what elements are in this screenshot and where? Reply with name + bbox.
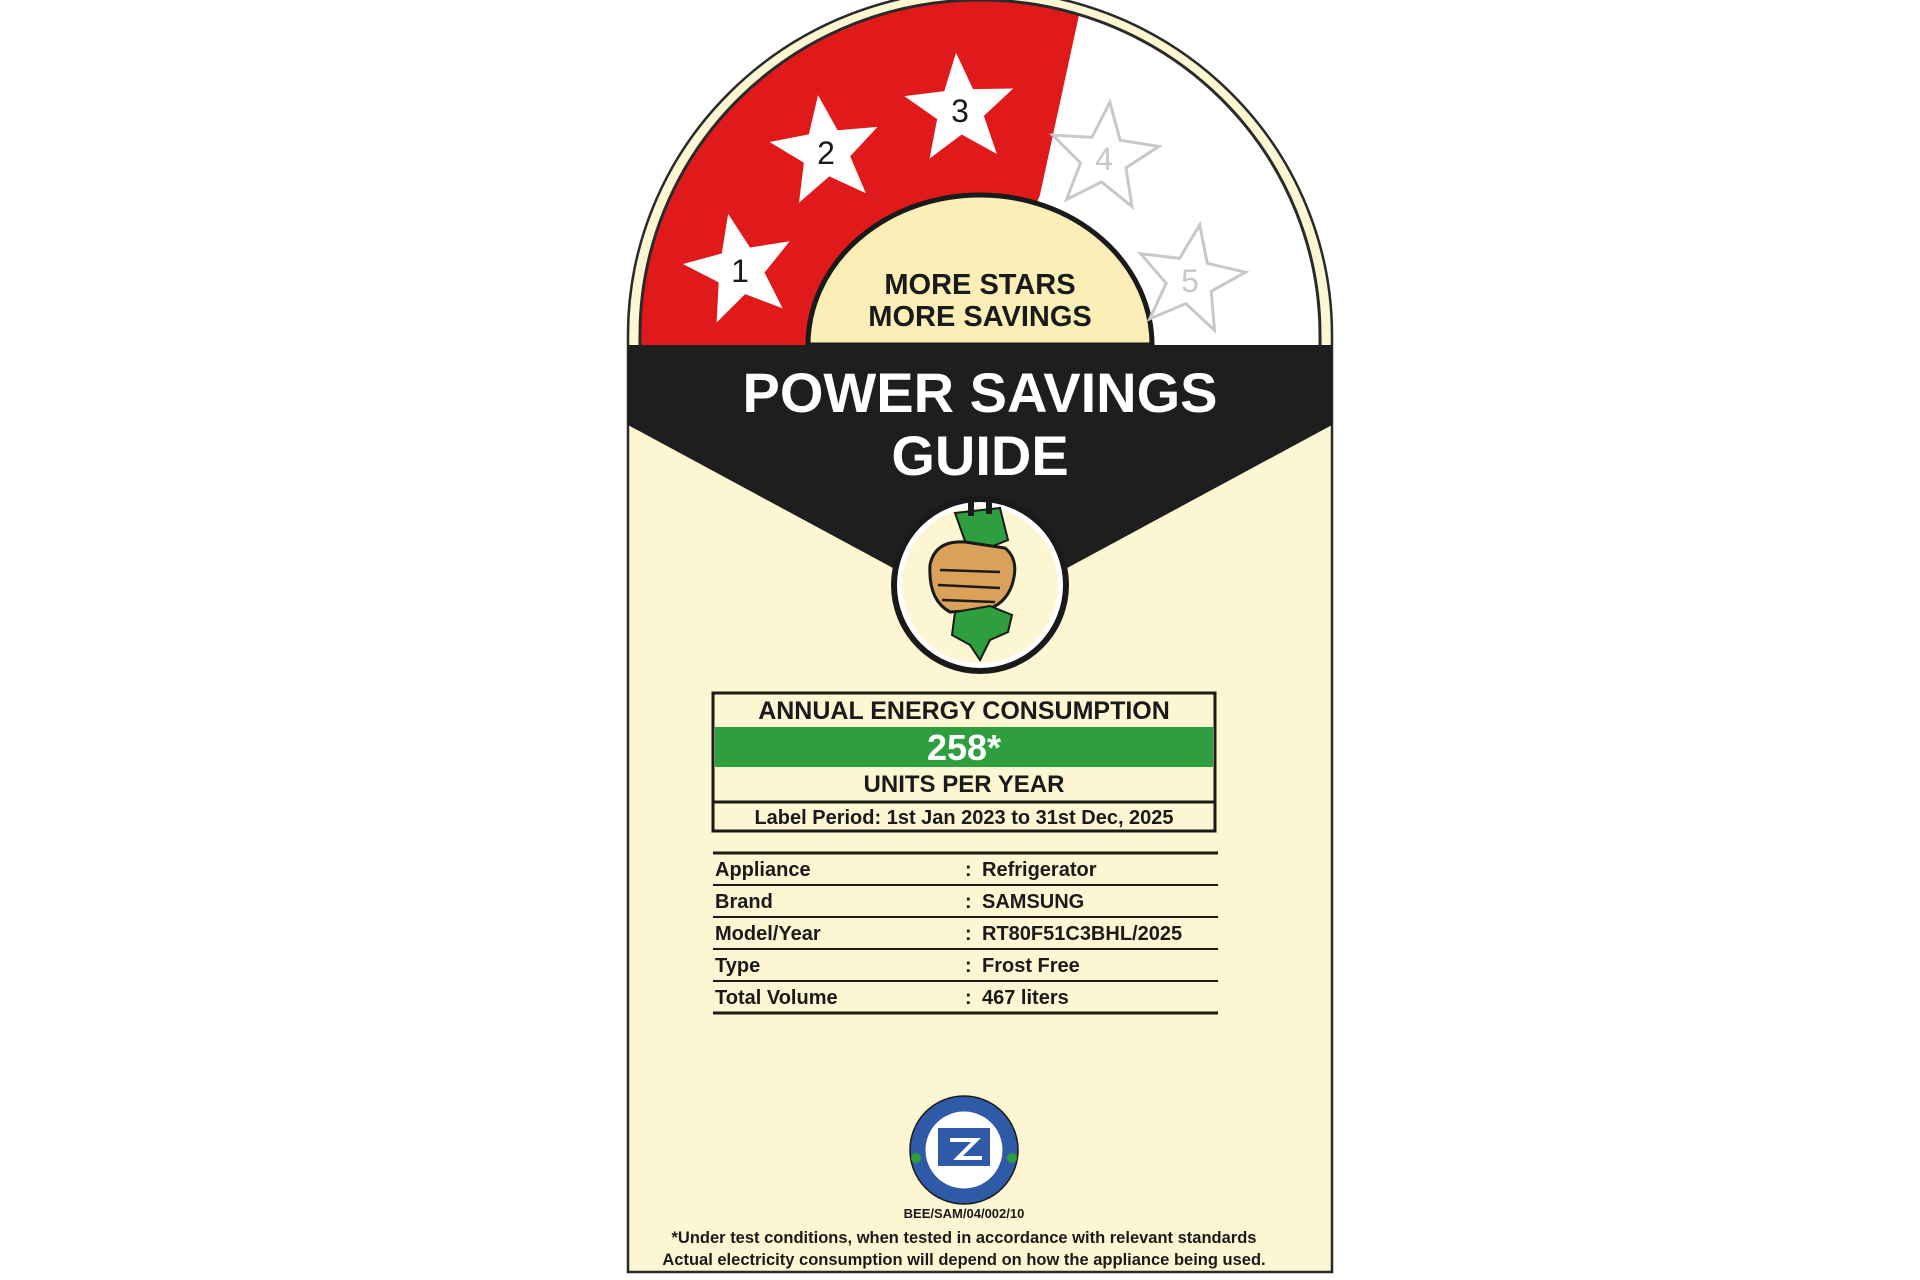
spec-value: RT80F51C3BHL/2025 [982,923,1183,945]
spec-value: 467 liters [982,987,1069,1009]
label-period: Label Period: 1st Jan 2023 to 31st Dec, 2025 [754,807,1174,829]
star-number: 2 [817,135,835,171]
energy-box [713,693,1215,831]
spec-value: SAMSUNG [982,891,1085,913]
tagline-line1: MORE STARS [884,269,1076,301]
spec-label: Brand [715,891,773,913]
spec-separator: : [965,923,972,945]
energy-value: 258* [926,727,1002,768]
title-line1: POWER SAVINGS [742,361,1218,424]
bee-hand-india-emblem-icon [894,498,1066,671]
spec-separator: : [965,987,972,1009]
spec-separator: : [965,859,972,881]
title-line2: GUIDE [891,424,1069,487]
energy-unit: UNITS PER YEAR [863,771,1065,798]
footnote-line2: Actual electricity consumption will depend on how the appliance being used. [662,1251,1266,1269]
spec-label: Appliance [715,859,811,881]
star-number: 5 [1181,263,1199,299]
energy-heading: ANNUAL ENERGY CONSUMPTION [758,697,1170,725]
spec-value: Frost Free [982,955,1080,977]
spec-label: Model/Year [715,923,821,945]
spec-value: Refrigerator [982,859,1097,881]
spec-separator: : [965,955,972,977]
spec-label: Total Volume [715,987,838,1009]
tagline-line2: MORE SAVINGS [868,301,1092,333]
footnote-line1: *Under test conditions, when tested in accordance with relevant standards [671,1229,1257,1247]
spec-label: Type [715,955,761,977]
star-number: 1 [731,253,749,289]
star-number: 3 [951,93,969,129]
spec-separator: : [965,891,972,913]
seal-code: BEE/SAM/04/002/10 [903,1206,1025,1221]
bee-seal-icon [910,1096,1018,1204]
star-number: 4 [1095,141,1113,177]
